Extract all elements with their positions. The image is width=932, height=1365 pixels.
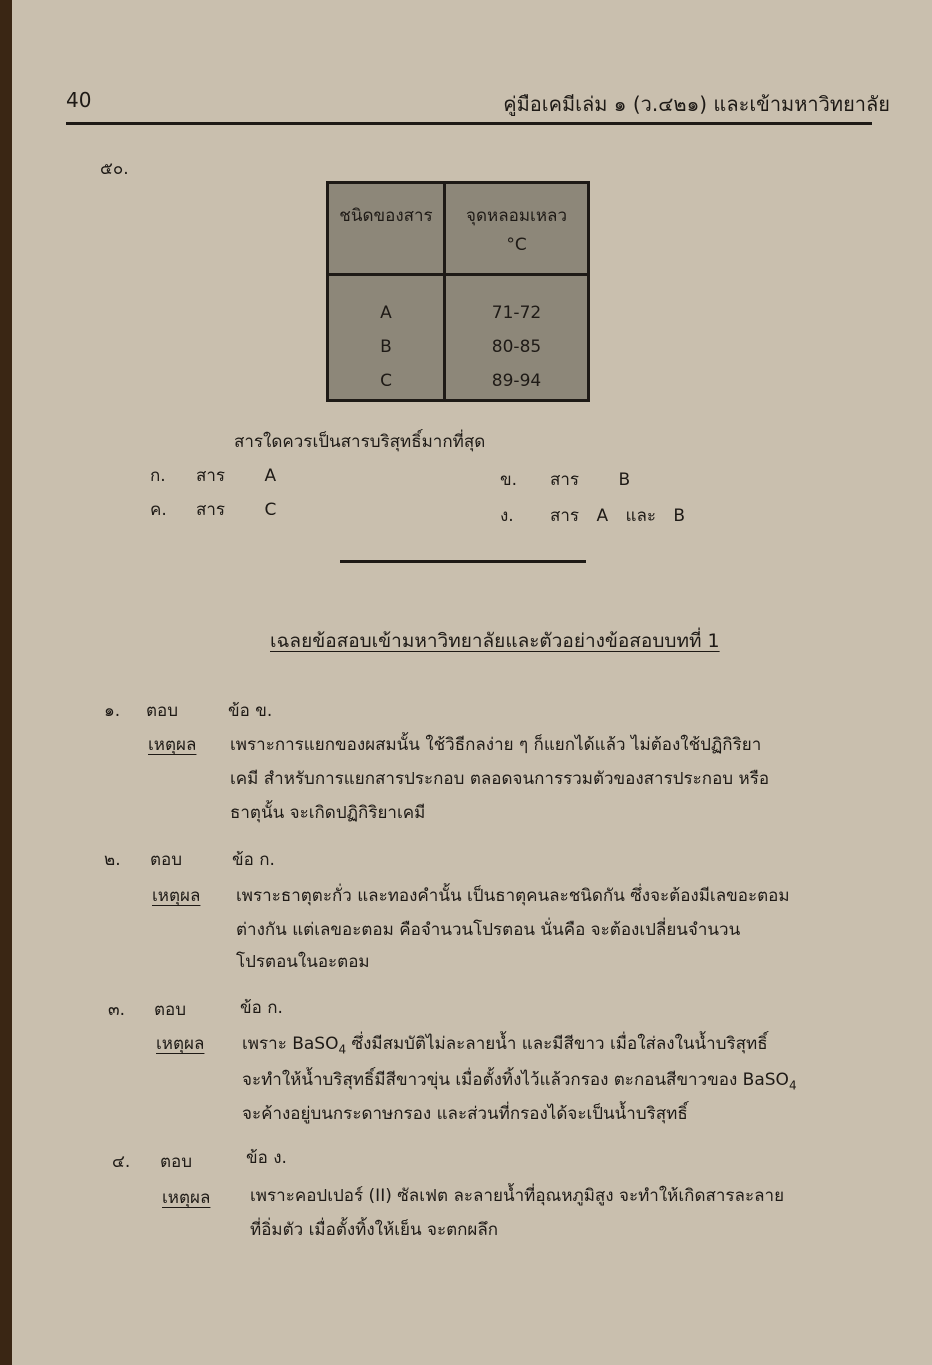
answer-2-line-1: เพราะธาตุตะกั่ว และทองคำนั้น เป็นธาตุคนละชนิดกัน ซึ่งจะต้องมีเลขอะตอม: [236, 886, 790, 906]
answer-3-line-2: [242, 1066, 797, 1093]
answer-2-line-2: ต่างกัน แต่เลขอะตอม คือจำนวนโปรตอน นั่นคือ จะต้องเปลี่ยนจำนวน: [236, 920, 741, 940]
question-prompt: สารใดควรเป็นสารบริสุทธิ์มากที่สุด: [234, 432, 486, 452]
answer-3-label: ตอบ: [154, 1000, 187, 1020]
answer-4-choice: ข้อ ง.: [246, 1148, 287, 1168]
substance-b: B: [380, 337, 392, 357]
answer-3-line-1: [242, 1030, 768, 1057]
header-rule: [66, 122, 872, 125]
choice-c-text: สาร C: [196, 500, 277, 520]
choice-d-text: สาร A และ B: [550, 506, 686, 526]
answer-1-label: ตอบ: [146, 701, 179, 721]
answer-4-line-1: เพราะคอปเปอร์ (II) ซัลเฟต ละลายน้ำที่อุณหภูมิสูง จะทำให้เกิดสารละลาย: [250, 1186, 785, 1206]
barium-sulfate-formula: เพราะ BaSO: [242, 1034, 339, 1054]
table-melting-cell: [445, 275, 589, 401]
answer-3-line-3: จะค้างอยู่บนกระดาษกรอง และส่วนที่กรองได้จะเป็นน้ำบริสุทธิ์: [242, 1104, 688, 1124]
choice-a-text: สาร A: [196, 466, 277, 486]
choice-d-label: ง.: [500, 506, 514, 526]
answers-title: เฉลยข้อสอบเข้ามหาวิทยาลัยและตัวอย่างข้อสอบบทที่ 1: [270, 630, 720, 652]
answer-2-number: ๒.: [104, 850, 121, 870]
choice-c-label: ค.: [150, 500, 167, 520]
answer-3-number: ๓.: [108, 1000, 126, 1020]
answer-4-label: ตอบ: [160, 1152, 193, 1172]
answer-1-line-2: เคมี สำหรับการแยกสารประกอบ ตลอดจนการรวมตัวของสารประกอบ หรือ: [230, 769, 770, 789]
melting-point-table: [326, 181, 590, 402]
answer-1-line-1: เพราะการแยกของผสมนั้น ใช้วิธีกลง่าย ๆ ก็แยกได้แล้ว ไม่ต้องใช้ปฏิกิริยา: [230, 735, 762, 755]
answer-2-choice: ข้อ ก.: [232, 850, 275, 870]
section-divider: [340, 560, 586, 563]
melting-point-label: จุดหลอมเหลว: [465, 206, 568, 226]
answer-1-choice: ข้อ ข.: [228, 701, 273, 721]
answer-4-number: ๔.: [112, 1152, 131, 1172]
book-title: คู่มือเคมีเล่ม ๑ (ว.๔๒๑) และเข้ามหาวิทยาลัย: [503, 92, 890, 116]
answer-3-choice: ข้อ ก.: [240, 998, 283, 1018]
answer-2-reason-label: เหตุผล: [152, 886, 201, 906]
question-number: ๕๐.: [100, 159, 129, 179]
table-header-melting-point: [445, 183, 589, 275]
answer-4-line-2: ที่อิ่มตัว เมื่อตั้งทิ้งให้เย็น จะตกผลึก: [250, 1220, 499, 1240]
page-number: 40: [66, 88, 92, 112]
answer-2-line-3: โปรตอนในอะตอม: [236, 952, 370, 972]
choice-a-label: ก.: [150, 466, 166, 486]
answer-1-number: ๑.: [104, 701, 121, 721]
book-binding-shadow: [0, 0, 12, 1365]
substance-c: C: [380, 371, 392, 391]
formula-subscript: 4: [788, 1078, 797, 1093]
answer-4-reason-label: เหตุผล: [162, 1188, 211, 1208]
answer-1-line-3: ธาตุนั้น จะเกิดปฏิกิริยาเคมี: [230, 803, 426, 823]
answer-3-line-2-text: จะทำให้น้ำบริสุทธิ์มีสีขาวขุ่น เมื่อตั้งทิ้งไว้แล้วกรอง ตะกอนสีขาวของ BaSO: [242, 1070, 789, 1090]
table-substance-cell: [328, 275, 445, 401]
substance-a: A: [380, 303, 392, 323]
formula-subscript: 4: [338, 1042, 347, 1057]
answer-2-label: ตอบ: [150, 850, 183, 870]
celsius-unit: °C: [506, 235, 527, 255]
melting-point-a: 71-72: [491, 303, 542, 323]
answer-1-reason-label: เหตุผล: [148, 735, 197, 755]
choice-b-label: ข.: [500, 470, 518, 490]
answer-3-line-1-rest: ซึ่งมีสมบัติไม่ละลายน้ำ และมีสีขาว เมื่อใส่ลงในน้ำบริสุทธิ์: [346, 1034, 768, 1054]
table-header-substance: ชนิดของสาร: [328, 183, 445, 275]
melting-point-b: 80-85: [491, 337, 542, 357]
choice-b-text: สาร B: [550, 470, 631, 490]
answer-3-reason-label: เหตุผล: [156, 1034, 205, 1054]
melting-point-c: 89-94: [491, 371, 542, 391]
